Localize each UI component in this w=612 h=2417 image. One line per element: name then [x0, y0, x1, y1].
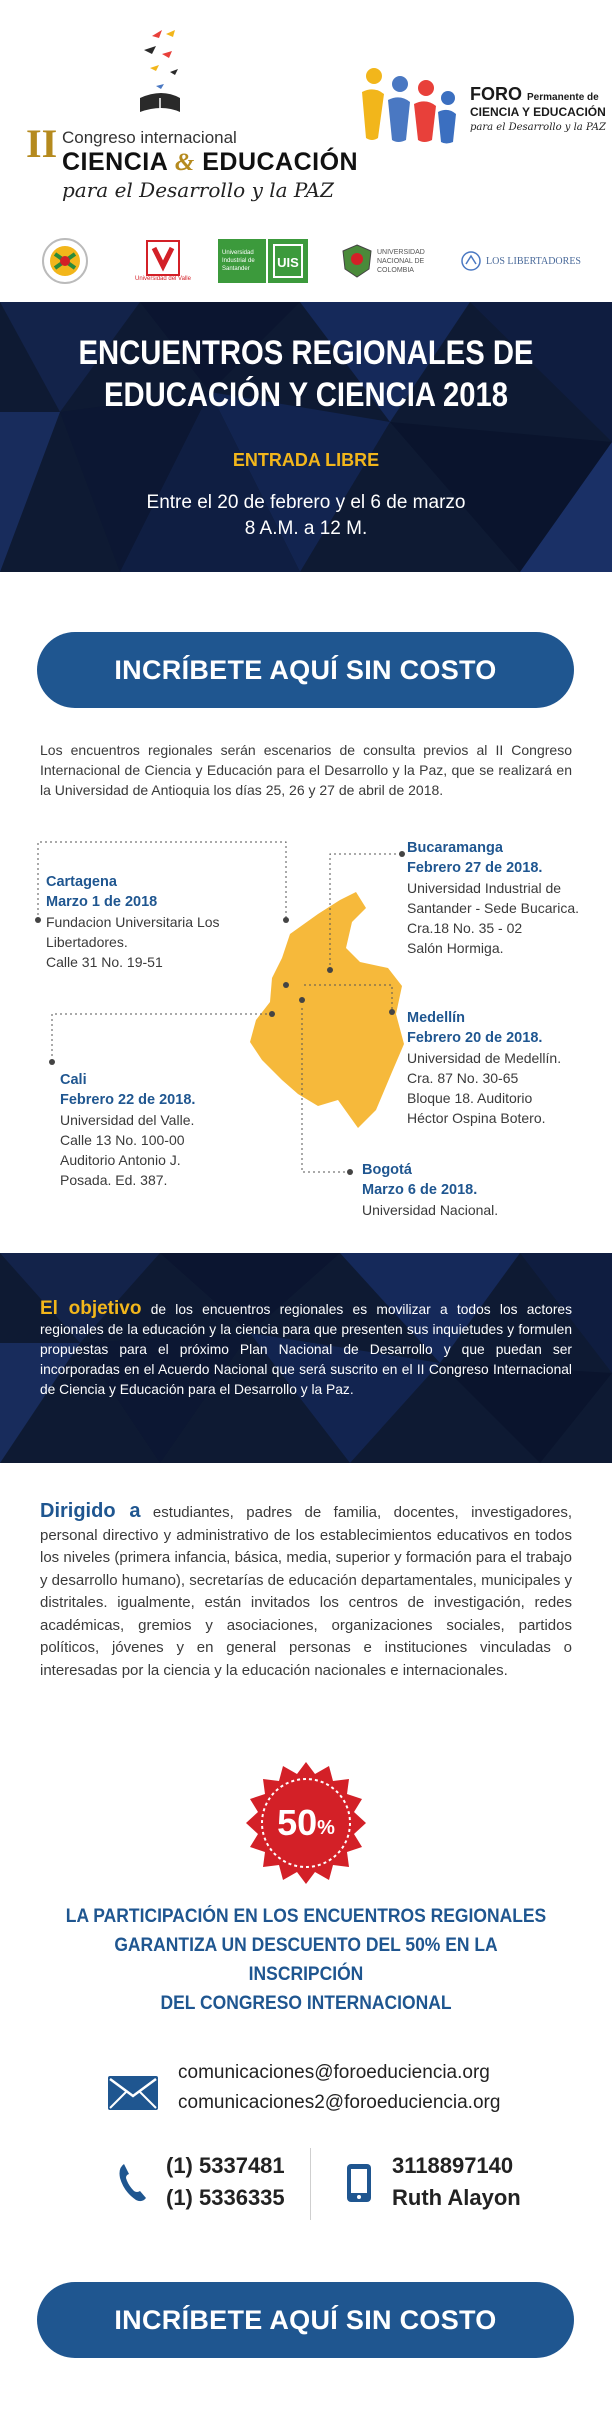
congress-roman-numeral: II [26, 121, 58, 166]
foro-title-main: FORO [470, 84, 522, 104]
cartagena-line3: Calle 31 No. 19-51 [46, 954, 163, 970]
city-cartagena [46, 872, 246, 972]
medellin-line1: Universidad de Medellín. [407, 1050, 562, 1066]
mobile-contact-name: Ruth Alayon [392, 2185, 521, 2210]
city-bogota [362, 1160, 562, 1220]
foro-script: para el Desarrollo y la PAZ [470, 122, 606, 133]
intro-paragraph: Los encuentros regionales serán escenarios de consulta previos al II Congreso Internacional de Ciencia y Educación para el Desarrollo y la Paz, que se realizará en la Universidad de Antioquia los días 25, 26 y 27 de abril de 2018. [40, 742, 572, 798]
medellin-line3: Bloque 18. Auditorio [407, 1090, 533, 1106]
cali-line4: Posada. Ed. 387. [60, 1172, 168, 1188]
events-banner [0, 302, 612, 572]
bucaramanga-line1: Universidad Industrial de [407, 880, 562, 896]
bucaramanga-line3: Cra.18 No. 35 - 02 [407, 920, 523, 936]
cali-date: Febrero 22 de 2018. [60, 1092, 196, 1108]
objetivo-body: de los encuentros regionales es movilizar a todos los actores regionales de la educación y la ciencia para que presenten sus inquietudes y formulen propuestas para el próximo Plan Nacional de Desarrollo y que puedan ser incorporadas en el Acuerdo Nacional que será suscrito en el II Congreso Internacional de Ciencia y Educación para el Desarrollo y la Paz. [40, 1302, 572, 1397]
banner-title-line1: ENCUENTROS REGIONALES DE [78, 334, 534, 372]
univalle-label: Universidad del Valle [135, 275, 191, 282]
badge-value-wrap [243, 1760, 369, 1886]
medellin-line2: Cra. 87 No. 30-65 [407, 1070, 519, 1086]
cali-line2: Calle 13 No. 100-00 [60, 1132, 185, 1148]
register-button-bottom[interactable]: INCRÍBETE AQUÍ SIN COSTO [37, 2282, 574, 2358]
phone-icon [118, 2162, 148, 2202]
congress-ciencia: CIENCIA [62, 148, 168, 176]
cartagena-line1: Fundacion Universitaria Los [46, 914, 220, 930]
bucaramanga-line4: Salón Hormiga. [407, 940, 504, 956]
congress-line3: para el Desarrollo y la PAZ [62, 178, 334, 202]
partner-logo-univalle [128, 236, 198, 286]
partner-logo-unal [338, 236, 438, 286]
colorful-emblem-icon [38, 236, 92, 286]
congress-line1: Congreso internacional [62, 128, 237, 147]
bucaramanga-name: Bucaramanga [407, 840, 503, 856]
city-bucaramanga [407, 838, 597, 958]
medellin-date: Febrero 20 de 2018. [407, 1030, 543, 1046]
foro-logo [352, 58, 606, 168]
cartagena-line2: Libertadores. [46, 934, 128, 950]
congress-amp: & [174, 149, 195, 176]
partner-logo-libertadores [458, 236, 583, 286]
medellin-name: Medellín [407, 1010, 466, 1026]
objetivo-section [0, 1253, 612, 1463]
colombia-shape [250, 892, 404, 1128]
mobile-number[interactable]: 3118897140 [392, 2153, 514, 2178]
people-figures-icon [352, 58, 467, 158]
banner-hours: 8 A.M. a 12 M. [244, 518, 368, 539]
badge-value: 50 [277, 1802, 318, 1843]
cartagena-date: Marzo 1 de 2018 [46, 894, 158, 910]
email-2[interactable]: comunicaciones2@foroeduciencia.org [178, 2092, 501, 2113]
banner-dates: Entre el 20 de febrero y el 6 de marzo [146, 492, 466, 513]
banner-title-line2: EDUCACIÓN Y CIENCIA 2018 [103, 376, 509, 414]
badge-unit: % [317, 1816, 335, 1839]
foro-title [470, 84, 599, 105]
congress-educacion: EDUCACIÓN [202, 148, 359, 176]
cali-line1: Universidad del Valle. [60, 1112, 195, 1128]
partner-logo-uis [218, 236, 308, 286]
libertadores-mark-icon [460, 251, 482, 271]
city-cali [60, 1070, 250, 1190]
register-button-top[interactable]: INCRÍBETE AQUÍ SIN COSTO [37, 632, 574, 708]
discount-text [61, 1902, 550, 2018]
cali-line3: Auditorio Antonio J. [60, 1152, 181, 1168]
dirigido-lead: Dirigido a [40, 1500, 141, 1522]
medellin-line4: Héctor Ospina Botero. [407, 1110, 546, 1126]
unal-label: UNIVERSIDAD NACIONAL DE COLOMBIA [377, 248, 425, 274]
city-medellin [407, 1008, 597, 1128]
objetivo-paragraph [40, 1299, 572, 1400]
partner-logo-emblem [30, 236, 100, 286]
congress-line2 [62, 148, 358, 177]
email-1[interactable]: comunicaciones@foroeduciencia.org [178, 2062, 490, 2083]
mobile-icon [346, 2163, 372, 2203]
libertadores-label: LOS LIBERTADORES [486, 255, 581, 267]
bucaramanga-line2: Santander - Sede Bucarica. [407, 900, 579, 916]
bogota-line1: Universidad Nacional. [362, 1202, 499, 1218]
phone-1[interactable]: (1) 5337481 [166, 2153, 285, 2178]
cali-name: Cali [60, 1072, 87, 1088]
congress-logo [22, 28, 359, 208]
phone-2[interactable]: (1) 5336335 [166, 2185, 285, 2210]
mail-icon [108, 2076, 158, 2110]
uis-label: Universidad Industrial de Santander [218, 239, 266, 283]
svg-text:UIS: UIS [277, 255, 299, 270]
unal-seal-icon [341, 244, 373, 278]
discount-badge [243, 1760, 369, 1886]
bogota-name: Bogotá [362, 1162, 412, 1178]
bogota-date: Marzo 6 de 2018. [362, 1182, 478, 1198]
flying-birds-book-icon [122, 28, 202, 128]
univalle-shield-icon [146, 240, 180, 276]
uis-mark-icon [268, 239, 308, 283]
foro-title-small: Permanente de [527, 92, 599, 103]
entrada-libre: ENTRADA LIBRE [232, 450, 380, 470]
foro-subtitle: CIENCIA Y EDUCACIÓN [470, 105, 606, 119]
dirigido-body: estudiantes, padres de familia, docentes, investigadores, personal directivo y administrativo de los establecimientos educativos en todos los niveles (primera infancia, básica, media, superior y formación para el trabajo y desarrollo humano), secretarías de educación departamentales, municipales y distritales. igualmente, están invitados los centros de investigación, redes académicas, gremios y asociaciones, organizaciones sociales, partidos políticos, jóvenes y en general personas e instituciones vinculadas o interesadas por la ciencia y la educación nacionales e internacionales. [40, 1504, 572, 1679]
discount-line3: DEL CONGRESO INTERNACIONAL [160, 1993, 452, 2014]
dirigido-paragraph [40, 1500, 572, 1682]
bucaramanga-date: Febrero 27 de 2018. [407, 860, 543, 876]
contact-divider [310, 2148, 311, 2220]
cartagena-name: Cartagena [46, 874, 117, 890]
discount-line2: GARANTIZA UN DESCUENTO DEL 50% EN LA INSCRIPCIÓN [114, 1935, 498, 1985]
objetivo-lead: El objetivo [40, 1298, 142, 1319]
discount-line1: LA PARTICIPACIÓN EN LOS ENCUENTROS REGIONALES [65, 1906, 547, 1927]
